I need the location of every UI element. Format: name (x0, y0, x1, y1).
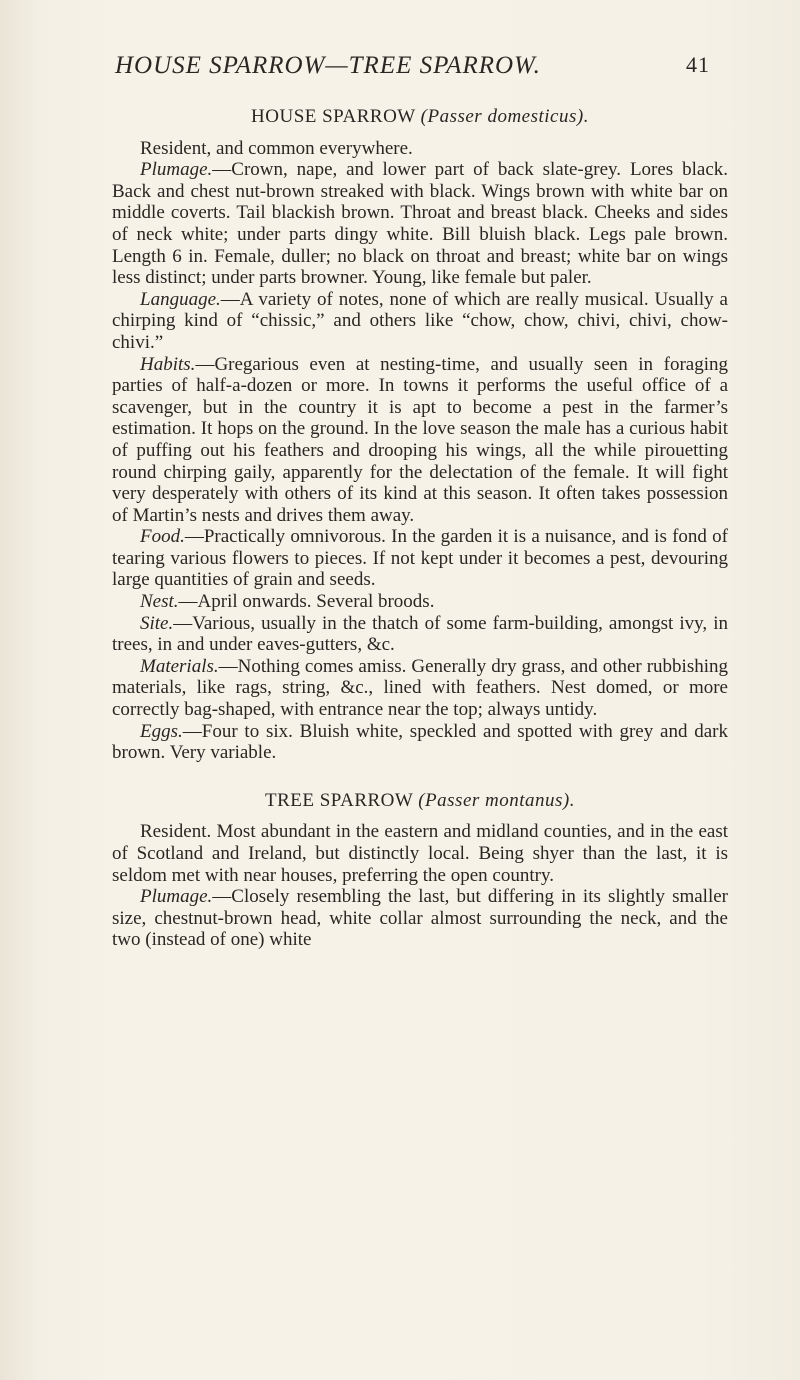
paragraph-text: —A variety of notes, none of which are really musical. Usually a chirping kind of “chissic,” and others like “chow, chow, chivi, chivi, chow-chivi.” (112, 288, 728, 353)
paragraph-resident: Resident, and common everywhere. (140, 137, 413, 159)
paragraph-eggs (112, 721, 728, 764)
paragraph-materials (112, 656, 728, 721)
paragraph-food (112, 526, 728, 591)
paragraph-text: —Various, usually in the thatch of some farm-building, amongst ivy, in trees, in and under eaves-gutters, &c. (112, 612, 728, 656)
paragraph-plumage (112, 159, 728, 289)
house-sparrow-latin: (Passer domesticus). (420, 106, 589, 127)
tree-sparrow-heading (112, 790, 728, 812)
running-head-title: HOUSE SPARROW—TREE SPARROW. (115, 52, 541, 79)
house-sparrow-heading (112, 106, 728, 128)
paragraph-text: —Gregarious even at nesting-time, and usually seen in foraging parties of half-a-dozen or more. In towns it performs the useful office of a scavenger, but in the country it is apt to become a pest in the farmer’s estimation. It hops on the ground. In the love season the male has a curious habit of puffing out his feathers and drooping his wings, all the while pirouetting round chirping gaily, apparently for the delectation of the female. It will fight very desperately with others of its kind at this season. It often takes possession of Martin’s nests and drives them away. (112, 353, 728, 526)
paragraph-text: —Four to six. Bluish white, speckled and spotted with grey and dark brown. Very variable. (112, 720, 728, 764)
paragraph-label: Plumage. (140, 886, 213, 908)
paragraph-text: —April onwards. Several broods. (178, 591, 435, 613)
paragraph-label: Food. (140, 526, 185, 548)
page-number: 41 (686, 52, 710, 77)
paragraph-label: Language. (140, 288, 221, 310)
paragraph-site (112, 613, 728, 656)
tree-sparrow-section (112, 790, 728, 951)
paragraph-label: Nest. (140, 591, 179, 613)
paragraph-text: —Nothing comes amiss. Generally dry grass, and other rubbishing materials, like rags, string, &c., lined with feathers. Nest domed, or more correctly bag-shaped, with entrance near the top; always untidy. (112, 655, 728, 721)
paragraph-text: —Practically omnivorous. In the garden it is a nuisance, and is fond of tearing various flowers to pieces. If not kept under it becomes a pest, devouring large quantities of grain and seeds. (112, 526, 728, 591)
paragraph-label: Materials. (140, 655, 219, 677)
paragraph-text: —Crown, nape, and lower part of back slate-grey. Lores black. Back and chest nut-brown streaked with black. Wings brown with white bar on middle coverts. Tail blackish brown. Throat and breast black. Cheeks and sides of neck white; under parts dingy white. Bill bluish black. Legs pale brown. Length 6 in. Female, duller; no black on throat and breast; white bar on wings less distinct; under parts browner. Young, like female but paler. (112, 159, 728, 289)
paragraph-label: Plumage. (140, 159, 213, 181)
paragraph-language (112, 289, 728, 354)
paragraph-label: Eggs. (140, 720, 183, 742)
paragraph-nest (112, 591, 728, 613)
house-sparrow-name: HOUSE SPARROW (251, 106, 416, 127)
paragraph-label: Habits. (140, 353, 196, 375)
paragraph-label: Site. (140, 612, 174, 634)
text-column (112, 106, 728, 951)
tree-sparrow-name: TREE SPARROW (264, 789, 413, 811)
paragraph-plumage (112, 886, 728, 951)
paragraph-habits (112, 354, 728, 527)
house-sparrow-section (112, 106, 728, 764)
paragraph-text: —Closely resembling the last, but differing in its slightly smaller size, chestnut-brown head, white collar almost surrounding the neck, and the two (instead of one) white (112, 886, 728, 951)
paragraph-resident: Resident. Most abundant in the eastern and midland counties, and in the east of Scotland and Ireland, but distinctly local. Being shyer than the last, it is seldom met with near houses, preferring the open country. (112, 821, 728, 886)
tree-sparrow-latin: (Passer montanus). (418, 789, 576, 811)
section-divider (112, 764, 728, 790)
